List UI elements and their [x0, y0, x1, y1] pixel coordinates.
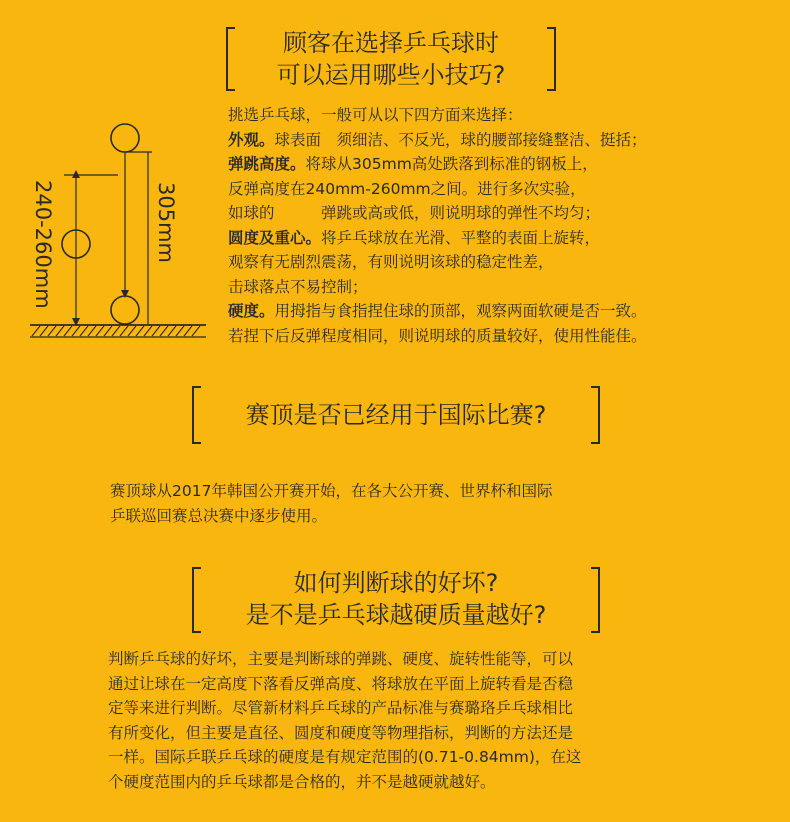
- section3-title-line2: 是不是乒乓球越硬质量越好?: [245, 601, 547, 629]
- label-drop-height: 305mm: [154, 182, 178, 263]
- s3-line-1: 通过让球在一定高度下落看反弹高度、将球放在平面上旋转看是否稳: [108, 674, 574, 693]
- s3-line-5: 个硬度范围内的乒乓球都是合格的，并不是越硬就越好。: [108, 772, 496, 791]
- ball-bottom: [111, 296, 139, 324]
- section3-title: [192, 567, 600, 633]
- left-bracket: [192, 386, 201, 444]
- right-bracket: [547, 27, 556, 91]
- section2-title: [192, 386, 600, 444]
- section2-title-text: 赛顶是否已经用于国际比赛?: [245, 401, 547, 429]
- bounce-diagram: [28, 120, 208, 342]
- s1-line-5: 圆度及重心。将乒乓球放在光滑、平整的表面上旋转，: [228, 228, 601, 247]
- bounce-diagram-svg: [28, 120, 208, 342]
- section1-title-line2: 可以运用哪些小技巧?: [276, 61, 506, 89]
- s1-line-3: 反弹高度在240mm-260mm之间。进行多次实验，: [228, 179, 586, 198]
- s2-line-0: 赛顶球从2017年韩国公开赛开始，在各大公开赛、世界杯和国际: [110, 482, 553, 500]
- s1-line-2: 弹跳高度。将球从305mm高处跌落到标准的钢板上，: [228, 155, 598, 173]
- s1-line-1: 外观。球表面 须细洁、不反光，球的腰部接缝整洁、挺括；: [228, 130, 647, 149]
- ball-top: [111, 124, 139, 152]
- s1-line-7: 击球落点不易控制；: [228, 277, 368, 296]
- section1-title-line1: 顾客在选择乒乓球时: [283, 29, 499, 57]
- s3-line-0: 判断乒乓球的好坏，主要是判断球的弹跳、硬度、旋转性能等，可以: [108, 650, 574, 668]
- s1-line-6: 观察有无剧烈震荡，有则说明该球的稳定性差，: [228, 253, 554, 271]
- section1-title: [226, 27, 556, 91]
- s1-line-8: 硬度。用拇指与食指捏住球的顶部，观察两面软硬是否一致。: [228, 302, 647, 320]
- label-rebound-height: 240-260mm: [31, 180, 55, 309]
- left-bracket: [192, 567, 201, 633]
- rebound-arrow-up: [72, 170, 80, 178]
- left-bracket: [226, 27, 235, 91]
- s3-line-4: 一样。国际乒联乒乓球的硬度是有规定范围的(0.71-0.84mm)，在这: [108, 748, 582, 766]
- section1-text: [228, 103, 647, 348]
- s1-line-0: 挑选乒乓球，一般可从以下四方面来选择：: [228, 106, 523, 124]
- right-bracket: [591, 567, 600, 633]
- section3-text: [108, 647, 581, 794]
- right-bracket: [591, 386, 600, 444]
- s3-line-2: 定等来进行判断。尽管新材料乒乓球的产品标准与赛璐珞乒乓球相比: [108, 699, 574, 717]
- steel-plate-hatch: [32, 326, 200, 336]
- section2-text: [110, 479, 552, 528]
- s1-line-9: 若捏下后反弹程度相同，则说明球的质量较好，使用性能佳。: [228, 326, 647, 345]
- s3-line-3: 有所变化，但主要是直径、圆度和硬度等物理指标，判断的方法还是: [108, 723, 574, 742]
- s1-line-4: 如球的 弹跳或高或低，则说明球的弹性不均匀；: [228, 204, 601, 222]
- s2-line-1: 乒联巡回赛总决赛中逐步使用。: [110, 506, 328, 525]
- section3-title-line1: 如何判断球的好坏?: [293, 569, 499, 597]
